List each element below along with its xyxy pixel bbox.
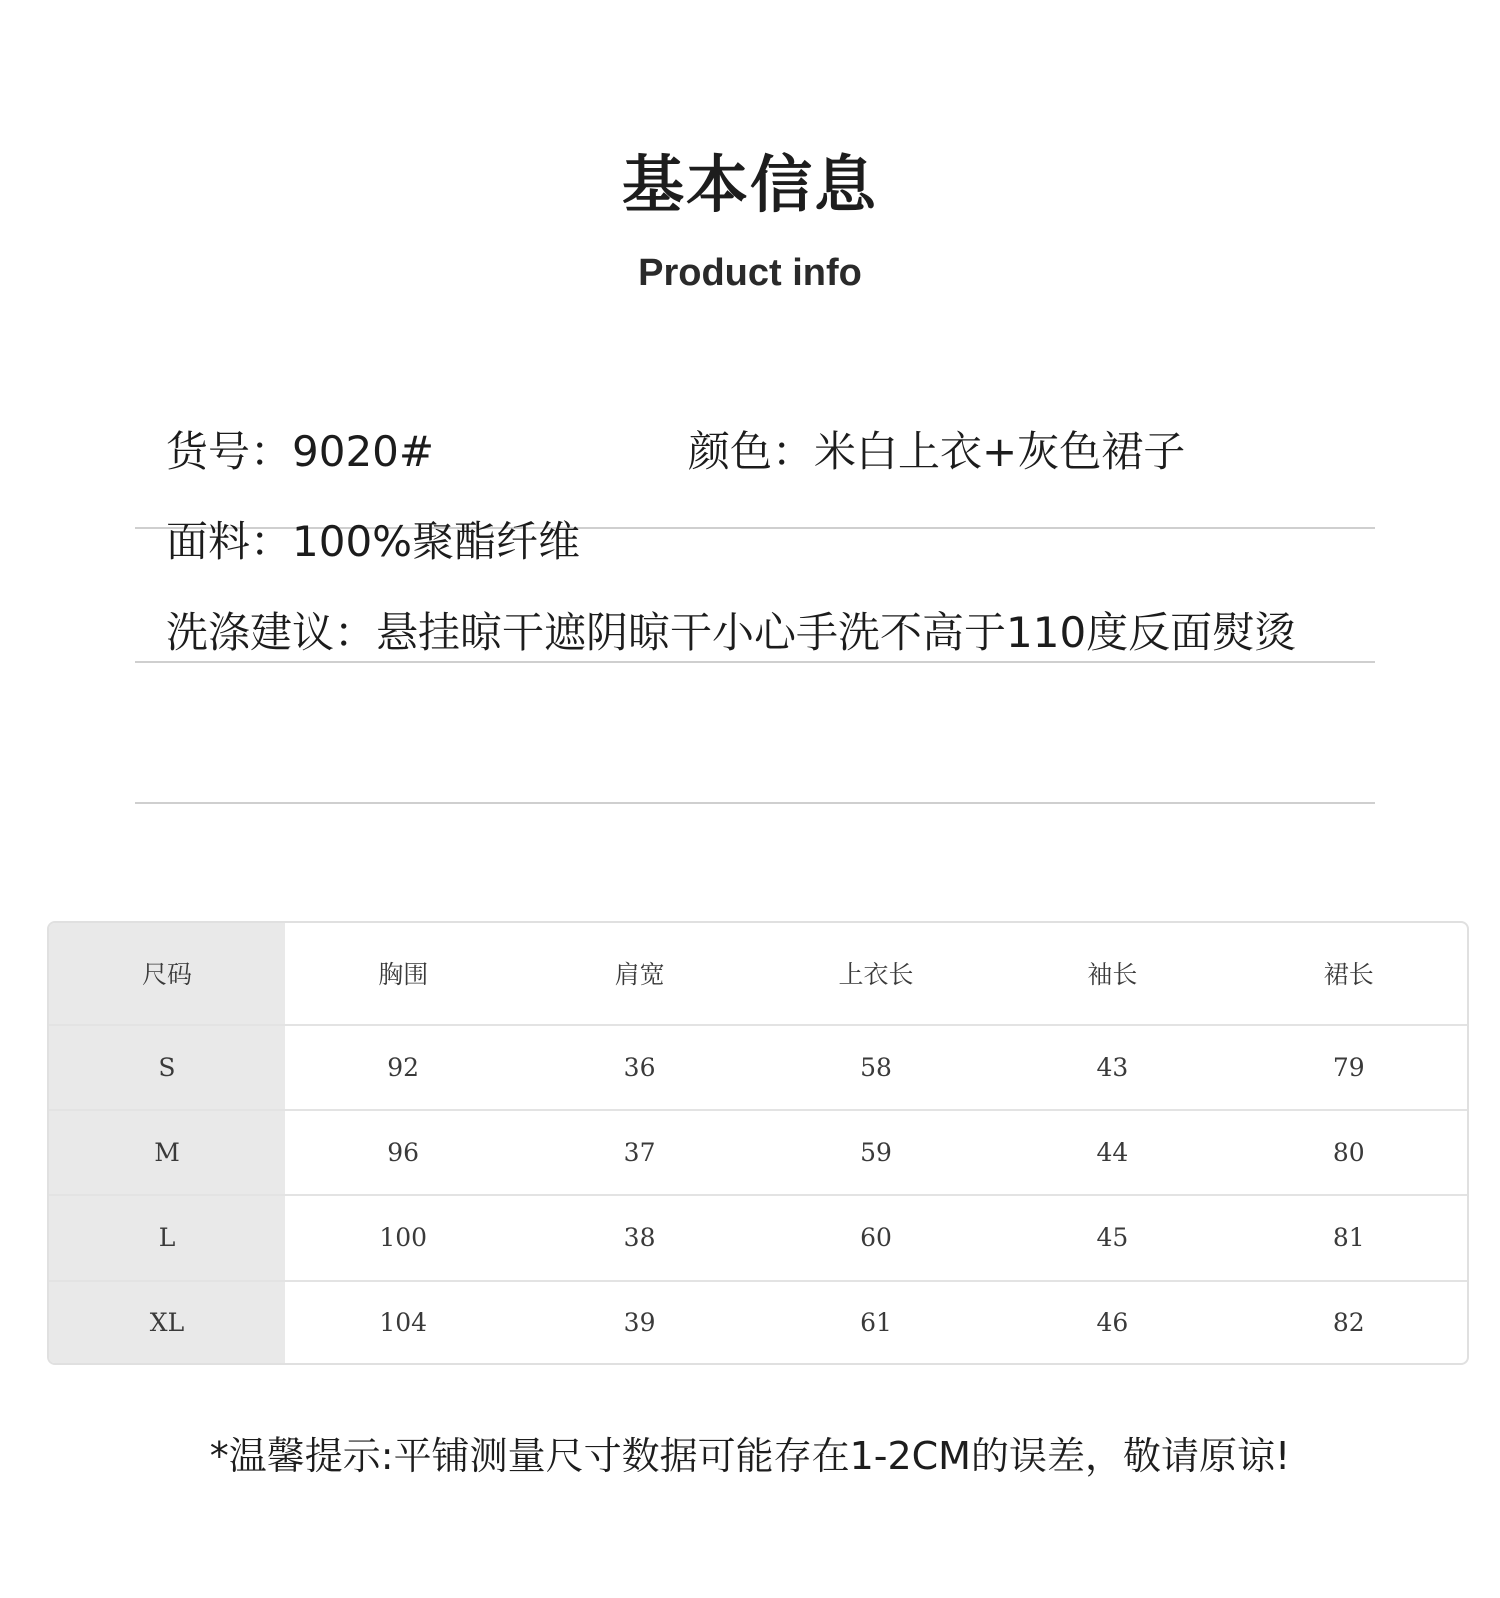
header-cell-chest: 胸围 xyxy=(378,960,429,990)
item-number-value: 9020# xyxy=(292,427,435,476)
size-table xyxy=(47,921,1469,1365)
table-cell: 44 xyxy=(994,1110,1230,1195)
item-number-row xyxy=(166,426,434,478)
washing-label: 洗涤建议： xyxy=(166,608,377,657)
table-cell: 82 xyxy=(1231,1281,1467,1364)
table-cell-size: M xyxy=(49,1110,285,1195)
table-row xyxy=(49,1025,1467,1110)
table-header-row xyxy=(49,923,1467,1025)
header-cell-size: 尺码 xyxy=(49,923,285,1025)
header-cell-skirt-length: 裙长 xyxy=(1323,960,1374,990)
fabric-label: 面料： xyxy=(166,517,293,566)
table-cell: 96 xyxy=(285,1110,521,1195)
table-cell: 36 xyxy=(521,1025,757,1110)
table-cell: 59 xyxy=(758,1110,994,1195)
header-cell-top-length: 上衣长 xyxy=(838,960,914,990)
table-cell: 45 xyxy=(994,1195,1230,1280)
washing-row xyxy=(166,607,1296,659)
page-subtitle: Product info xyxy=(638,252,862,294)
table-cell: 79 xyxy=(1231,1025,1467,1110)
table-row xyxy=(49,1195,1467,1280)
header-cell-sleeve-length: 袖长 xyxy=(1087,960,1138,990)
table-cell: 104 xyxy=(285,1281,521,1364)
page-title: 基本信息 xyxy=(621,148,878,221)
table-cell: 81 xyxy=(1231,1195,1467,1280)
color-row xyxy=(688,426,1185,478)
table-cell: 80 xyxy=(1231,1110,1467,1195)
color-label: 颜色： xyxy=(688,427,815,476)
divider xyxy=(135,661,1375,663)
washing-value: 悬挂晾干遮阴晾干小心手洗不高于110度反面熨烫 xyxy=(376,608,1297,657)
table-cell: 37 xyxy=(521,1110,757,1195)
table-cell-size: XL xyxy=(49,1281,285,1364)
table-cell: 39 xyxy=(521,1281,757,1364)
table-cell: 100 xyxy=(285,1195,521,1280)
table-row xyxy=(49,1110,1467,1195)
table-cell: 61 xyxy=(758,1281,994,1364)
table-cell: 58 xyxy=(758,1025,994,1110)
table-row xyxy=(49,1281,1467,1364)
fabric-row xyxy=(166,516,580,568)
item-number-label: 货号： xyxy=(166,427,293,476)
divider xyxy=(135,802,1375,804)
table-cell-size: L xyxy=(49,1195,285,1280)
table-cell: 46 xyxy=(994,1281,1230,1364)
measurement-note: *温馨提示:平铺测量尺寸数据可能存在1-2CM的误差，敬请原谅! xyxy=(209,1434,1291,1478)
table-cell: 60 xyxy=(758,1195,994,1280)
table-cell: 43 xyxy=(994,1025,1230,1110)
table-cell: 92 xyxy=(285,1025,521,1110)
color-value: 米白上衣+灰色裙子 xyxy=(814,427,1186,476)
table-cell-size: S xyxy=(49,1025,285,1110)
header-cell-shoulder: 肩宽 xyxy=(614,960,665,990)
table-cell: 38 xyxy=(521,1195,757,1280)
fabric-value: 100%聚酯纤维 xyxy=(292,517,581,566)
